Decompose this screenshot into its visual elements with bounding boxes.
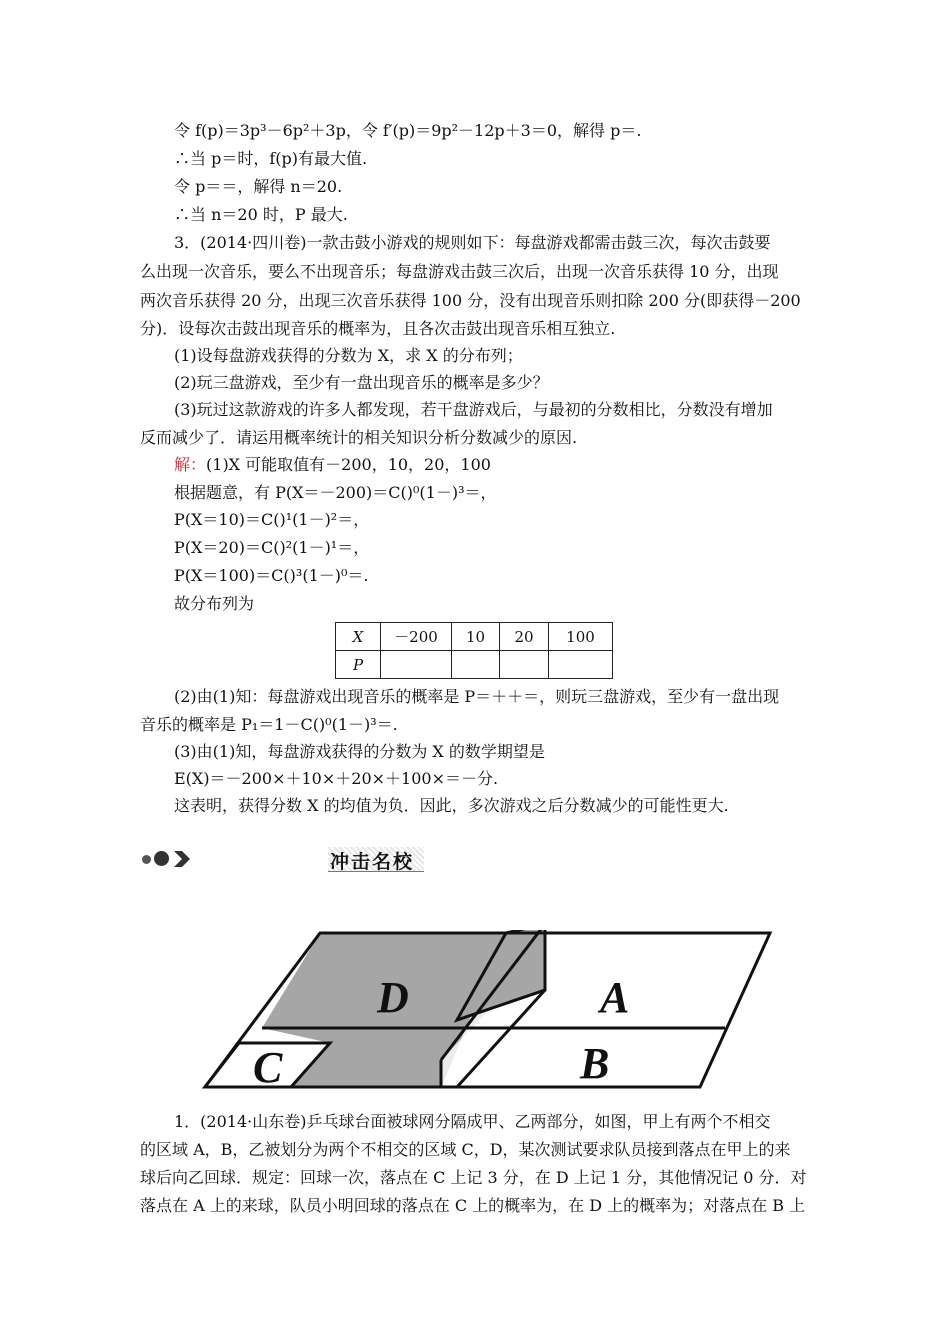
table-row (336, 651, 613, 679)
distribution-table (335, 622, 613, 679)
table-row (336, 623, 613, 651)
table-cell (500, 651, 549, 679)
problem-3-line: 两次音乐获得 20 分，出现三次音乐获得 100 分，没有出现音乐则扣除 200 分(即获得－200 (140, 291, 801, 310)
text-line: 音乐的概率是 P₁＝1－C()⁰(1－)³＝. (140, 715, 398, 734)
table-header-p: P (336, 651, 381, 679)
text-line: 这表明，获得分数 X 的均值为负．因此，多次游戏之后分数减少的可能性更大. (174, 796, 729, 815)
question-1: (1)设每盘游戏获得的分数为 X，求 X 的分布列； (174, 346, 523, 365)
solution-label: 解： (174, 455, 207, 474)
solution-line (174, 454, 491, 476)
text-line: 令 f(p)＝3p³－6p²＋3p，令 f′(p)＝9p²－12p＋3＝0，解得 p＝. (174, 121, 642, 140)
question-3: (3)玩过这款游戏的许多人都发现，若干盘游戏后，与最初的分数相比，分数没有增加 (174, 400, 773, 419)
text-line: P(X＝10)＝C()¹(1－)²＝， (174, 510, 370, 529)
question-2: (2)玩三盘游戏，至少有一盘出现音乐的概率是多少？ (174, 373, 549, 392)
problem-3-line: 3．(2014·四川卷)一款击鼓小游戏的规则如下：每盘游戏都需击鼓三次，每次击鼓要 (174, 233, 771, 252)
label-d: D (377, 973, 409, 1022)
text-line: P(X＝20)＝C()²(1－)¹＝， (174, 538, 370, 557)
table-cell: 20 (500, 623, 549, 651)
table-tennis-figure (195, 930, 780, 1090)
label-c: C (253, 1043, 283, 1090)
table-cell: 10 (452, 623, 500, 651)
text-line: (3)由(1)知，每盘游戏获得的分数为 X 的数学期望是 (174, 742, 545, 761)
table-cell: －200 (381, 623, 452, 651)
problem-3-line: 么出现一次音乐，要么不出现音乐；每盘游戏击鼓三次后，出现一次音乐获得 10 分，出现 (140, 262, 779, 281)
label-b: B (580, 1039, 610, 1088)
problem-1-line: 落点在 A 上的来球，队员小明回球的落点在 C 上的概率为，在 D 上的概率为；对落点在 B 上 (140, 1196, 806, 1215)
bullet-dot-icon (154, 851, 169, 866)
text-line: ∴当 p＝时，f(p)有最大值. (174, 149, 368, 168)
solution-text: (1)X 可能取值有－200，10，20，100 (206, 455, 491, 474)
table-cell: 100 (549, 623, 613, 651)
table-cell (549, 651, 613, 679)
label-a: A (600, 973, 630, 1022)
table-cell (452, 651, 500, 679)
table-cell (381, 651, 452, 679)
text-line: 故分布列为 (174, 594, 255, 613)
section-tag (328, 847, 424, 872)
bullet-dot-icon (142, 855, 151, 864)
text-line: (2)由(1)知：每盘游戏出现音乐的概率是 P＝＋＋＝，则玩三盘游戏，至少有一盘出现 (174, 687, 780, 706)
problem-1-line: 1．(2014·山东卷)乒乓球台面被球网分隔成甲、乙两部分，如图，甲上有两个不相交 (174, 1112, 771, 1131)
text-line: P(X＝100)＝C()³(1－)⁰＝. (174, 566, 369, 585)
question-3-cont: 反而减少了．请运用概率统计的相关知识分析分数减少的原因. (140, 428, 578, 447)
problem-1-line: 的区域 A，B，乙被划分为两个不相交的区域 C，D，某次测试要求队员接到落点在甲上的来 (140, 1140, 791, 1159)
text-line: ∴当 n＝20 时，P 最大. (174, 205, 348, 224)
text-line: 根据题意，有 P(X＝－200)＝C()⁰(1－)³＝， (174, 483, 497, 502)
section-title: 冲击名校 (330, 851, 415, 873)
text-line: E(X)＝－200×＋10×＋20×＋100×＝－分. (174, 769, 499, 788)
problem-1-line: 球后向乙回球．规定：回球一次，落点在 C 上记 3 分，在 D 上记 1 分，其他情况记 0 分．对 (140, 1168, 807, 1187)
arrow-right-icon (172, 849, 194, 869)
table-header-x: X (336, 623, 381, 651)
text-line: 令 p＝＝，解得 n＝20. (174, 177, 343, 196)
problem-3-line: 分)．设每次击鼓出现音乐的概率为，且各次击鼓出现音乐相互独立. (140, 319, 616, 338)
